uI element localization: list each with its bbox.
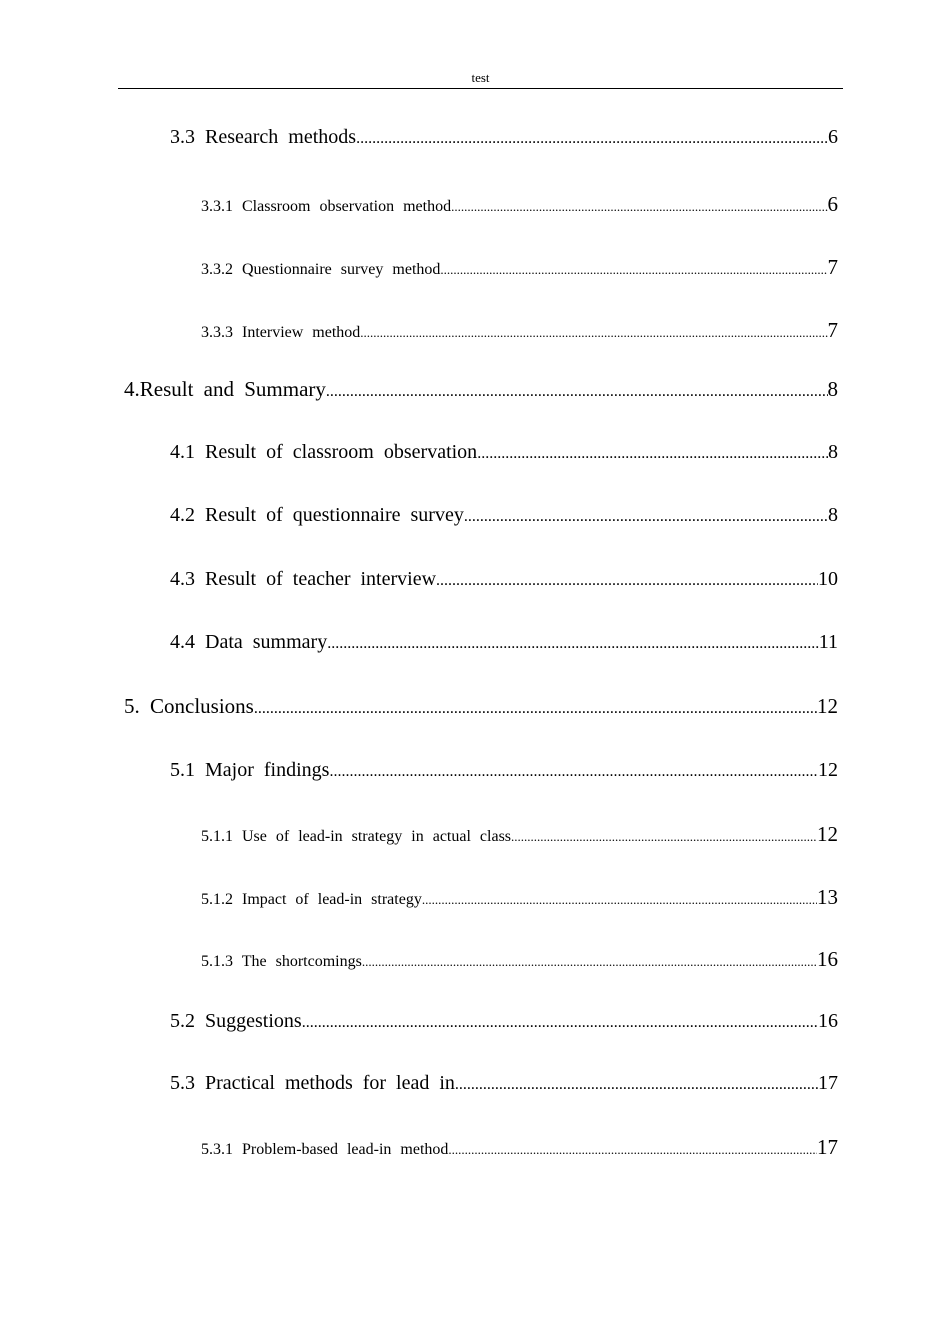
- toc-entry-title: 5.3.1 Problem-based lead-in method: [201, 1141, 449, 1158]
- toc-entry-5-2[interactable]: [170, 1010, 838, 1033]
- toc-entry-4-1[interactable]: [170, 441, 838, 464]
- toc-entry-3-3[interactable]: [170, 126, 838, 149]
- toc-entry-title: 5.1.2 Impact of lead-in strategy: [201, 891, 422, 908]
- dot-leader: [477, 445, 828, 463]
- dot-leader: [326, 383, 828, 401]
- toc-entry-title: 5. Conclusions: [124, 694, 254, 718]
- dot-leader: [440, 262, 827, 278]
- toc-entry-title: 3.3 Research methods: [170, 126, 357, 148]
- toc-entry-title: 4.1 Result of classroom observation: [170, 441, 478, 463]
- toc-entry-title: 3.3.3 Interview method: [201, 324, 361, 341]
- toc-entry-title: 5.2 Suggestions: [170, 1010, 302, 1032]
- toc-entry-page: 8: [828, 441, 838, 463]
- toc-entry-5-1-1[interactable]: [201, 822, 838, 847]
- toc-entry-title: 5.1.3 The shortcomings: [201, 953, 362, 970]
- toc-entry-page: 17: [818, 1072, 838, 1094]
- toc-entry-5-1-3[interactable]: [201, 947, 838, 972]
- toc-entry-5[interactable]: [124, 694, 838, 719]
- toc-entry-4[interactable]: [124, 377, 838, 402]
- dot-leader: [451, 199, 827, 215]
- dot-leader: [455, 1076, 818, 1094]
- dot-leader: [511, 829, 817, 845]
- dot-leader: [362, 954, 817, 970]
- toc-entry-page: 16: [817, 947, 838, 971]
- dot-leader: [464, 508, 828, 526]
- toc-entry-title: 5.1.1 Use of lead-in strategy in actual class: [201, 828, 512, 845]
- toc-entry-title: 5.3 Practical methods for lead in: [170, 1072, 455, 1094]
- toc-entry-title: 4.3 Result of teacher interview: [170, 568, 437, 590]
- toc-entry-page: 13: [817, 885, 838, 909]
- toc-entry-title: 4.Result and Summary: [124, 377, 326, 401]
- toc-entry-page: 7: [827, 255, 838, 279]
- dot-leader: [329, 763, 818, 781]
- toc-entry-5-1-2[interactable]: [201, 885, 838, 910]
- dot-leader: [302, 1014, 818, 1032]
- toc-entry-page: 11: [818, 631, 838, 653]
- toc-entry-page: 17: [817, 1135, 838, 1159]
- toc-entry-page: 6: [827, 192, 838, 216]
- toc-entry-title: 3.3.2 Questionnaire survey method: [201, 261, 441, 278]
- toc-entry-4-4[interactable]: [170, 631, 838, 654]
- toc-entry-title: 4.2 Result of questionnaire survey: [170, 504, 464, 526]
- toc-entry-5-1[interactable]: [170, 759, 838, 782]
- toc-entry-page: 7: [827, 318, 838, 342]
- header-title: test: [471, 70, 490, 85]
- toc-entry-3-3-1[interactable]: [201, 192, 838, 217]
- dot-leader: [422, 892, 817, 908]
- toc-entry-page: 6: [828, 126, 838, 148]
- dot-leader: [254, 700, 817, 718]
- toc-entry-5-3[interactable]: [170, 1072, 838, 1095]
- toc-entry-page: 8: [828, 504, 838, 526]
- toc-entry-page: 12: [817, 822, 838, 846]
- toc-entry-3-3-3[interactable]: [201, 318, 838, 343]
- toc-entry-4-3[interactable]: [170, 568, 838, 591]
- toc-entry-title: 4.4 Data summary: [170, 631, 328, 653]
- toc-entry-4-2[interactable]: [170, 504, 838, 527]
- toc-entry-3-3-2[interactable]: [201, 255, 838, 280]
- toc-entry-page: 10: [818, 568, 838, 590]
- toc-entry-page: 16: [818, 1010, 838, 1032]
- toc-entry-page: 8: [827, 377, 838, 401]
- toc-entry-5-3-1[interactable]: [201, 1135, 838, 1160]
- dot-leader: [436, 572, 818, 590]
- dot-leader: [448, 1142, 817, 1158]
- toc-entry-page: 12: [818, 759, 838, 781]
- toc-entry-page: 12: [817, 694, 838, 718]
- toc-entry-title: 3.3.1 Classroom observation method: [201, 198, 452, 215]
- dot-leader: [327, 635, 819, 653]
- dot-leader: [356, 130, 828, 148]
- dot-leader: [360, 325, 827, 341]
- toc-entry-title: 5.1 Major findings: [170, 759, 330, 781]
